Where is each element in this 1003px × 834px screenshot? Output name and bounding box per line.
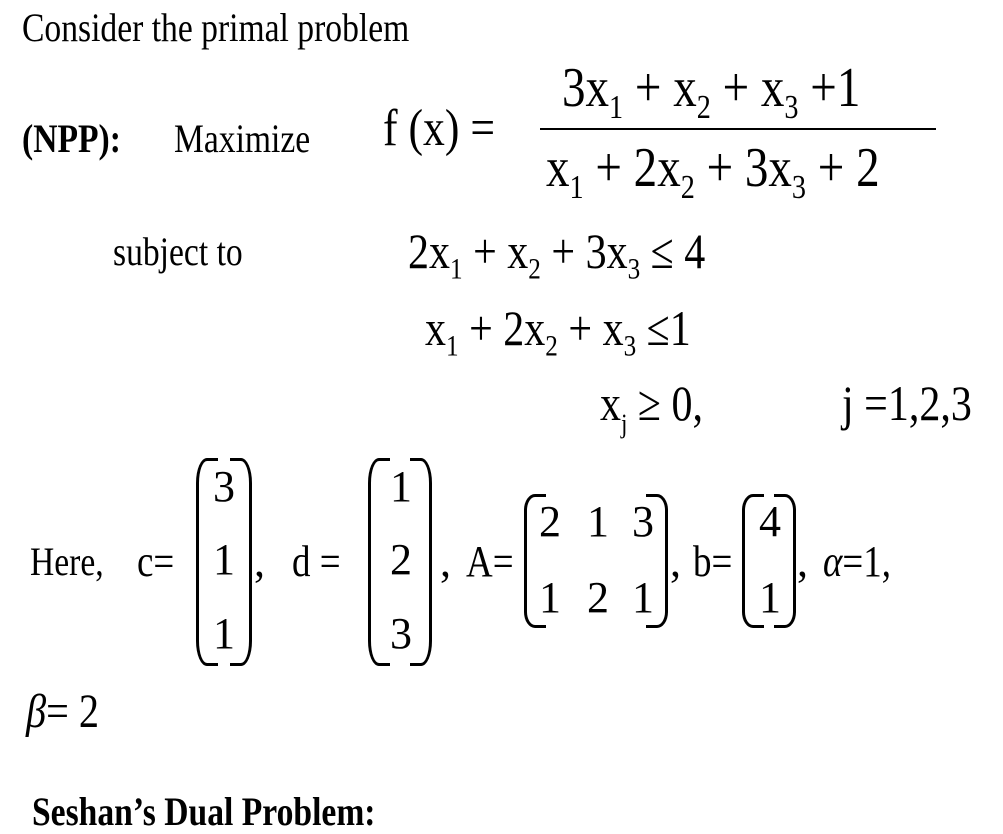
a-value: 2 <box>587 573 609 622</box>
a-value: 3 <box>632 497 654 546</box>
subject-to-label: subject to <box>113 229 243 274</box>
d-value: 1 <box>390 462 412 511</box>
a-value: 1 <box>587 497 609 546</box>
b-separator: , <box>797 537 808 586</box>
a-separator: , <box>670 537 681 586</box>
maximize-label: Maximize <box>174 116 311 161</box>
alpha-assignment: α=1, <box>823 537 891 586</box>
c-value: 1 <box>213 609 235 658</box>
a-value: 1 <box>632 573 654 622</box>
b-right-paren <box>774 494 796 628</box>
b-value: 4 <box>759 497 781 546</box>
objective-denominator: $x_1 + 2x_2 + 3x_3 + 2$ <box>546 137 880 206</box>
constraint-1: $2x_1 + x_2 + 3x_3 \le 4$ <box>408 223 706 286</box>
objective-numerator: $3x_1 + x_2 + x_3 +1$ <box>562 57 861 126</box>
d-right-paren <box>410 458 432 666</box>
fraction-bar <box>540 128 936 130</box>
intro-text: Consider the primal problem <box>22 5 410 50</box>
a-value: 2 <box>539 497 561 546</box>
section-heading: Seshan’s Dual Problem: <box>32 789 376 834</box>
here-label: Here, <box>30 539 104 584</box>
d-value: 3 <box>390 609 412 658</box>
c-value: 3 <box>213 462 235 511</box>
nonneg-constraint: $x_j \ge 0$, <box>600 375 703 439</box>
d-symbol: d = <box>292 537 341 586</box>
problem-tag: (NPP): <box>22 116 121 161</box>
a-right-paren <box>646 494 668 628</box>
c-symbol: c= <box>137 537 175 586</box>
nonneg-index: j =1,2,3 <box>842 375 972 431</box>
objective-lhs: f (x) = <box>383 100 495 157</box>
d-separator: , <box>440 537 451 586</box>
d-value: 2 <box>390 535 412 584</box>
c-value: 1 <box>213 535 235 584</box>
beta-assignment: β= 2 <box>26 685 100 738</box>
c-right-paren <box>230 458 252 666</box>
c-separator: , <box>254 537 265 586</box>
a-value: 1 <box>539 573 561 622</box>
b-value: 1 <box>759 573 781 622</box>
constraint-2: $x_1 + 2x_2 + x_3 \le 1$ <box>425 300 691 363</box>
d-left-paren <box>368 458 390 666</box>
b-symbol: b= <box>693 537 733 586</box>
a-symbol: A= <box>466 537 514 586</box>
